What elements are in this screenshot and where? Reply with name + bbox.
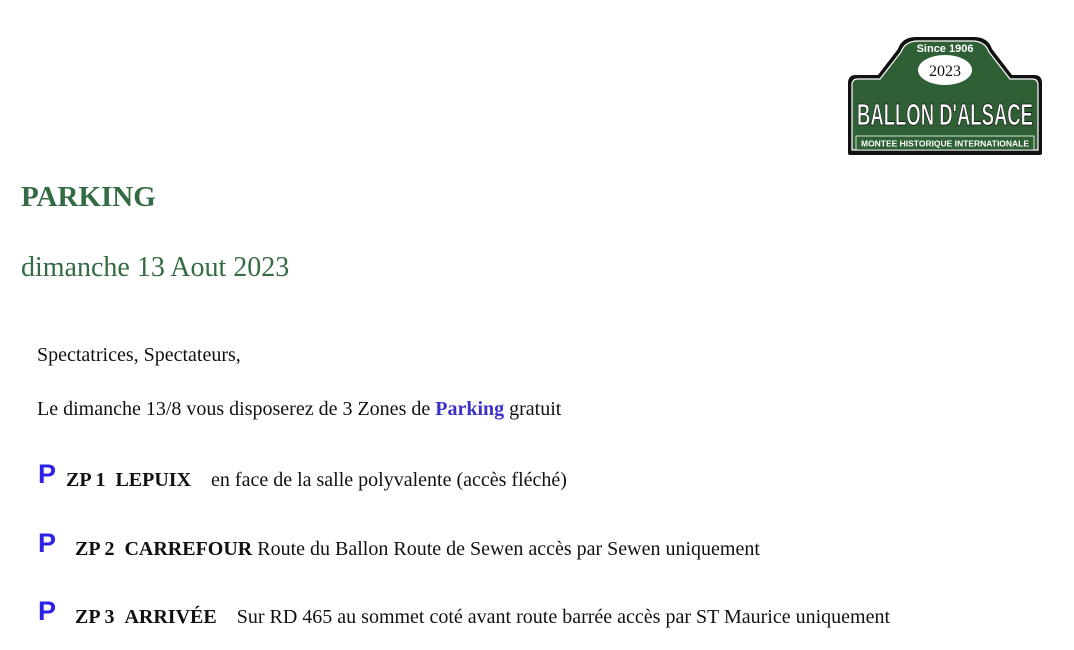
logo-tagline: MONTEE HISTORIQUE INTERNATIONALE [861, 139, 1030, 149]
intro-keyword-parking: Parking [435, 398, 505, 420]
zone-code: ZP 3 [75, 606, 115, 628]
zone-description: en face de la salle polyvalente (accès fléché) [211, 469, 567, 491]
zone-item-zp2 [38, 530, 760, 562]
intro-after: gratuit [504, 398, 562, 420]
intro-before: Le dimanche 13/8 vous disposerez de 3 Zones de [37, 398, 436, 420]
zone-code: ZP 2 [75, 538, 115, 560]
event-date: dimanche 13 Aout 2023 [21, 252, 290, 283]
zone-item-zp3 [38, 598, 890, 630]
parking-icon: P [38, 459, 57, 489]
zone-code: ZP 1 [66, 469, 106, 491]
parking-icon: P [38, 528, 57, 558]
logo-since: Since 1906 [916, 43, 974, 55]
zone-name: CARREFOUR [124, 538, 253, 560]
intro-text [37, 397, 561, 421]
greeting-text: Spectatrices, Spectateurs, [37, 344, 241, 366]
logo-name: BALLON D'ALSACE [857, 97, 1033, 132]
zone-name: LEPUIX [115, 469, 192, 491]
zone-item-zp1 [38, 461, 567, 493]
parking-icon: P [38, 596, 57, 626]
page-title: PARKING [21, 181, 156, 213]
zone-description: Route du Ballon Route de Sewen accès par Sewen uniquement [257, 538, 760, 560]
zone-description: Sur RD 465 au sommet coté avant route barrée accès par ST Maurice uniquement [236, 606, 891, 628]
zone-name: ARRIVÉE [124, 606, 217, 628]
ballon-dalsace-logo [842, 35, 1048, 157]
logo-year: 2023 [929, 63, 961, 80]
